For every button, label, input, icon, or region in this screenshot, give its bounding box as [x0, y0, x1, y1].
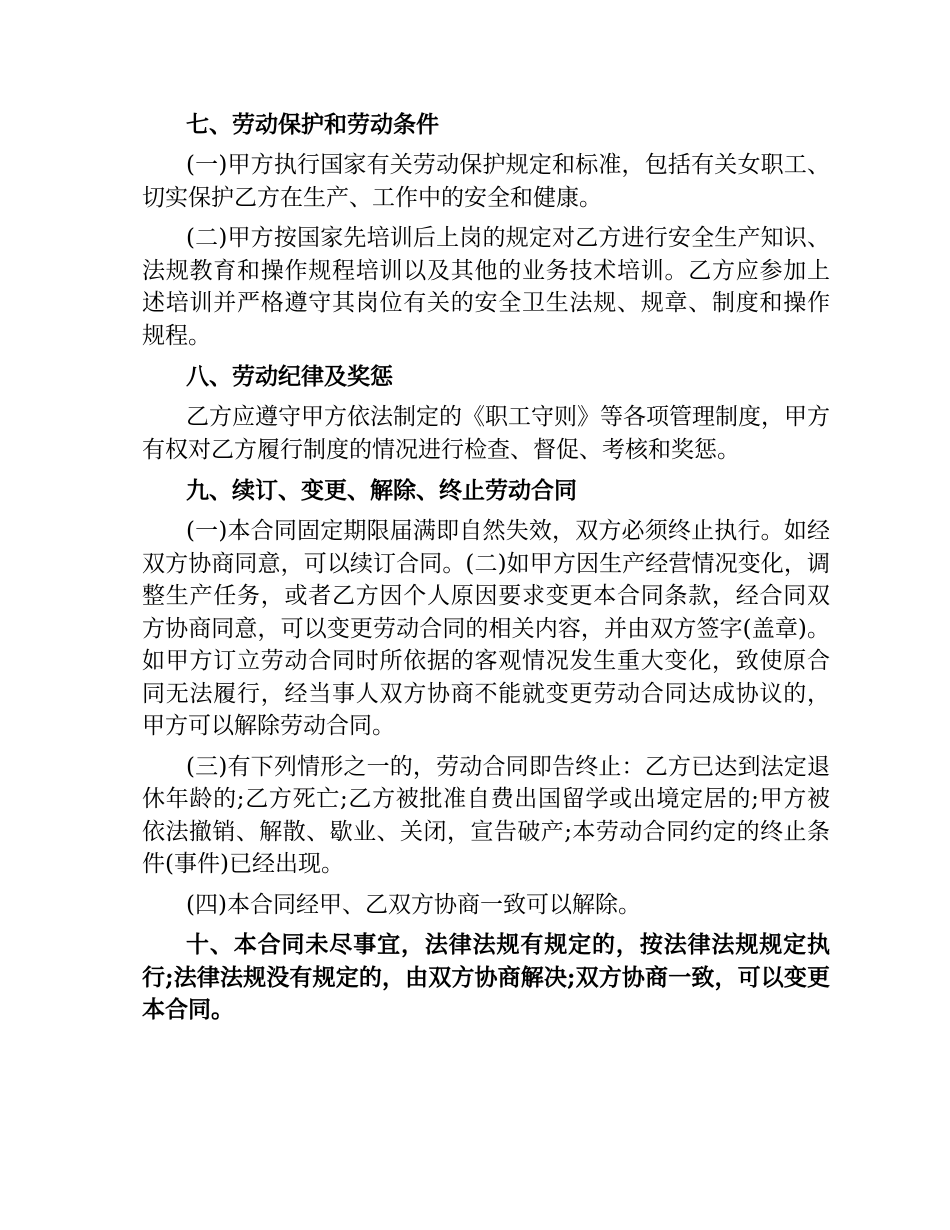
section-9-paragraph-1: (一)本合同固定期限届满即自然失效，双方必须终止执行。如经双方协商同意，可以续订合同。(二)如甲方因生产经营情况变化，调整生产任务，或者乙方因个人原因要求变更本合同条款，经合同双方协商同意，可以变更劳动合同的相关内容，并由双方签字(盖章)。如甲方订立劳动合同时所依据的客观情况发生重大变化，致使原合同无法履行，经当事人双方协商不能就变更劳动合同达成协议的，甲方可以解除劳动合同。: [142, 518, 830, 739]
section-8-heading: 八、劳动纪律及奖惩: [186, 363, 393, 390]
section-8-paragraph-1: 乙方应遵守甲方依法制定的《职工守则》等各项管理制度，甲方有权对乙方履行制度的情况进行检查、督促、考核和奖惩。: [142, 404, 830, 463]
section-7-paragraph-2: (二)甲方按国家先培训后上岗的规定对乙方进行安全生产知识、法规教育和操作规程培训以及其他的业务技术培训。乙方应参加上述培训并严格遵守其岗位有关的安全卫生法规、规章、制度和操作规程。: [142, 225, 830, 349]
document-page: [142, 108, 830, 1035]
section-7-paragraph-1: (一)甲方执行国家有关劳动保护规定和标准，包括有关女职工、切实保护乙方在生产、工作中的安全和健康。: [142, 152, 830, 211]
section-10-clause: 十、本合同未尽事宜，法律法规有规定的，按法律法规规定执行;法律法规没有规定的，由双方协商解决;双方协商一致，可以变更本合同。: [142, 931, 830, 1023]
section-7-heading: 七、劳动保护和劳动条件: [186, 111, 439, 138]
section-9-paragraph-3: (四)本合同经甲、乙双方协商一致可以解除。: [186, 891, 641, 918]
section-9-heading: 九、续订、变更、解除、终止劳动合同: [186, 477, 577, 504]
section-9-paragraph-2: (三)有下列情形之一的，劳动合同即告终止：乙方已达到法定退休年龄的;乙方死亡;乙方被批准自费出国留学或出境定居的;甲方被依法撤销、解散、歇业、关闭，宣告破产;本劳动合同约定的终止条件(事件)已经出现。: [142, 753, 830, 877]
